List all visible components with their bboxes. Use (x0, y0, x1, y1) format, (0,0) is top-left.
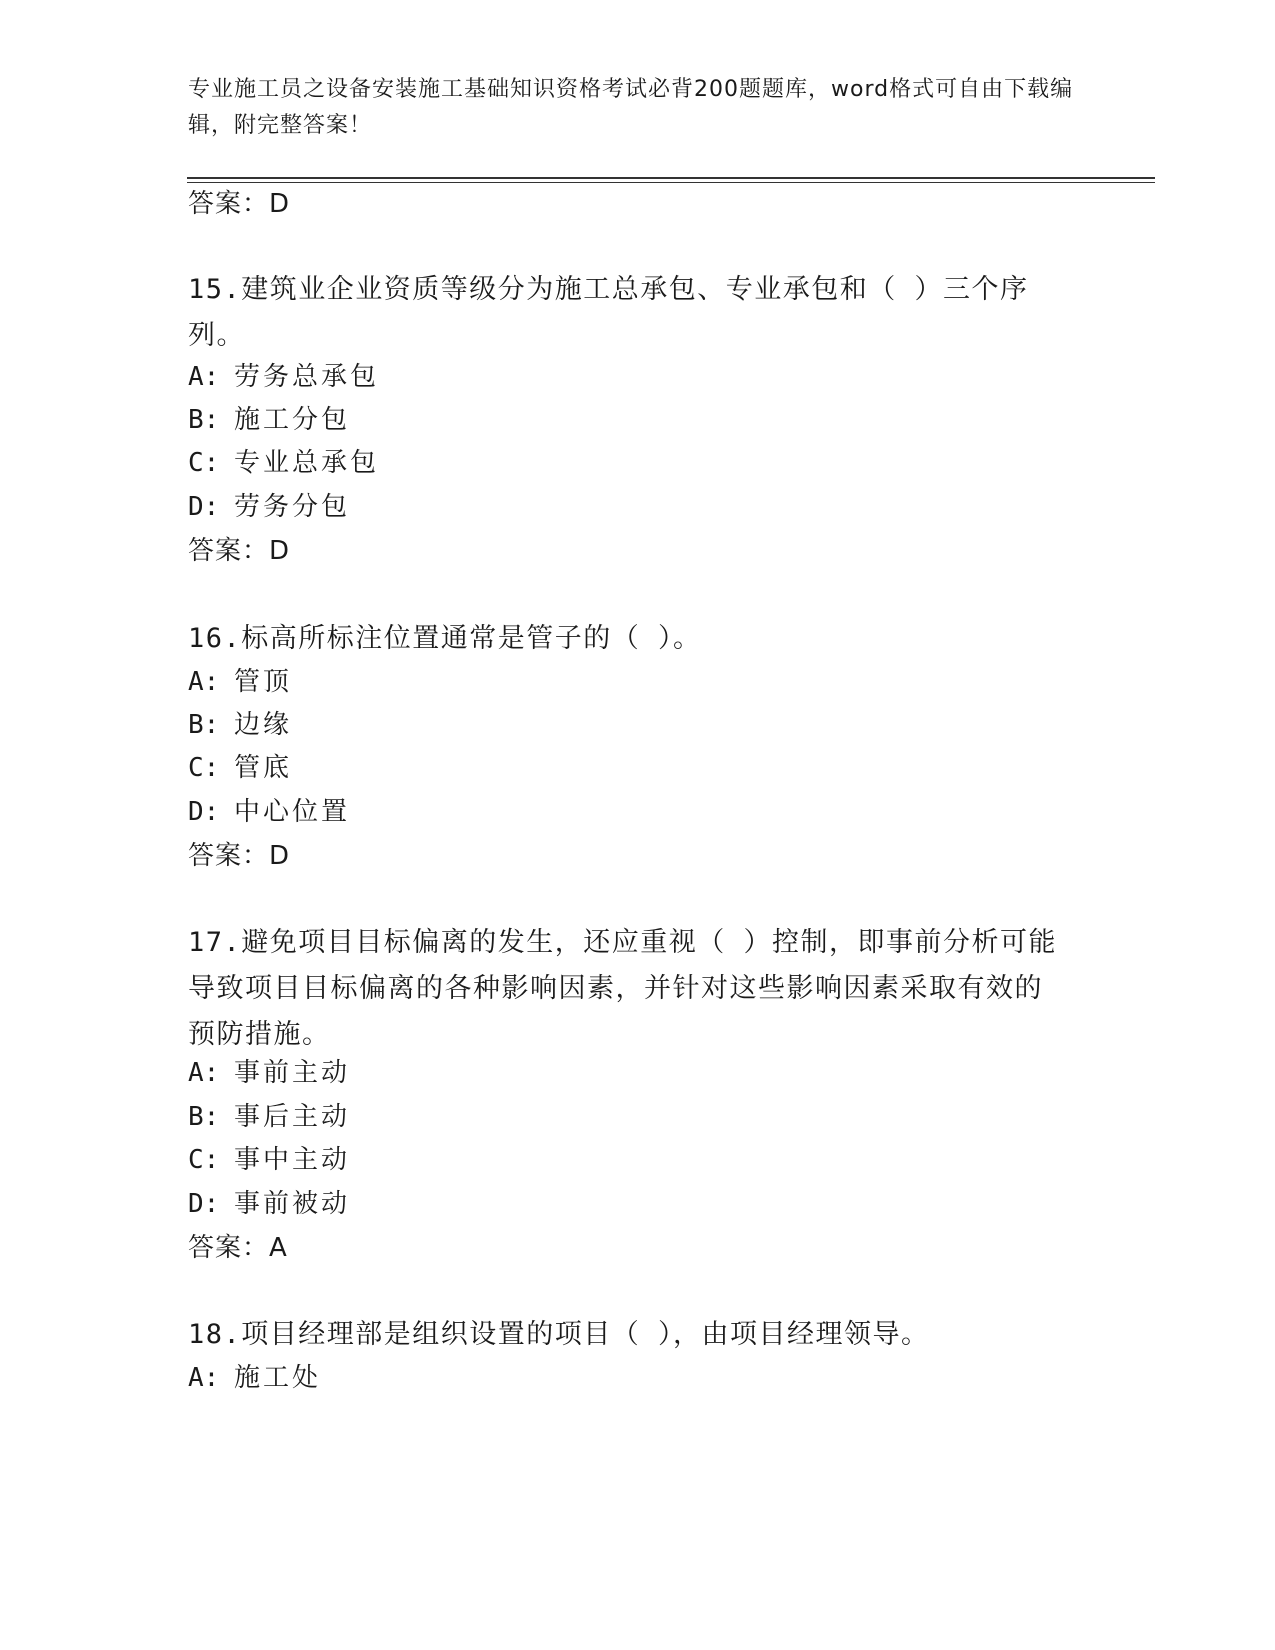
option-text: 管底 (234, 753, 293, 783)
option-letter: D: (188, 1189, 220, 1219)
option-letter: A: (188, 667, 220, 697)
question-17-text: 17.避免项目目标偏离的发生，还应重视（ ）控制，即事前分析可能导致项目目标偏离的各种影响因素，并针对这些影响因素采取有效的预防措施。 (188, 927, 1058, 1050)
option-text: 事前主动 (234, 1058, 351, 1088)
option-text: 劳务总承包 (234, 362, 380, 392)
option-letter: C: (188, 448, 220, 478)
option-text: 施工分包 (234, 405, 351, 435)
option-letter: A: (188, 362, 220, 392)
question-16-option-d (188, 792, 350, 832)
option-letter: D: (188, 797, 220, 827)
question-15-option-a (188, 357, 379, 397)
option-text: 管顶 (234, 667, 293, 697)
question-18-text: 18.项目经理部是组织设置的项目（ ），由项目经理领导。 (188, 1319, 930, 1350)
option-letter: C: (188, 1145, 220, 1175)
option-letter: A: (188, 1363, 220, 1393)
question-15-option-d (188, 487, 350, 527)
option-letter: C: (188, 753, 220, 783)
page-header: 专业施工员之设备安装施工基础知识资格考试必背200题题库，word格式可自由下载编辑，附完整答案！ (188, 77, 1074, 138)
option-letter: D: (188, 492, 220, 522)
question-15-text: 15.建筑业企业资质等级分为施工总承包、专业承包和（ ）三个序列。 (188, 274, 1029, 351)
option-text: 施工处 (234, 1363, 322, 1393)
question-17-answer: 答案：A (188, 1233, 288, 1263)
question-17-option-a (188, 1053, 350, 1093)
option-letter: B: (188, 1102, 220, 1132)
option-text: 边缘 (234, 710, 293, 740)
question-15-option-b (188, 400, 350, 440)
question-16-option-b (188, 705, 292, 745)
question-15-answer: 答案：D (188, 536, 291, 566)
option-text: 劳务分包 (234, 492, 351, 522)
question-18-option-a (188, 1358, 321, 1398)
question-17-option-b (188, 1097, 350, 1137)
option-text: 事后主动 (234, 1102, 351, 1132)
option-letter: B: (188, 710, 220, 740)
option-text: 事中主动 (234, 1145, 351, 1175)
option-letter: A: (188, 1058, 220, 1088)
question-16-answer: 答案：D (188, 841, 291, 871)
question-16-option-a (188, 662, 292, 702)
question-15-option-c (188, 443, 379, 483)
header-rule-bottom (187, 182, 1155, 183)
header-rule-top (187, 177, 1155, 179)
answer-previous: 答案：D (188, 189, 291, 219)
option-text: 专业总承包 (234, 448, 380, 478)
option-text: 中心位置 (234, 797, 351, 827)
question-17-option-d (188, 1184, 350, 1224)
question-16-text: 16.标高所标注位置通常是管子的（ ）。 (188, 623, 702, 654)
question-16-option-c (188, 748, 292, 788)
option-letter: B: (188, 405, 220, 435)
option-text: 事前被动 (234, 1189, 351, 1219)
question-17-option-c (188, 1140, 350, 1180)
